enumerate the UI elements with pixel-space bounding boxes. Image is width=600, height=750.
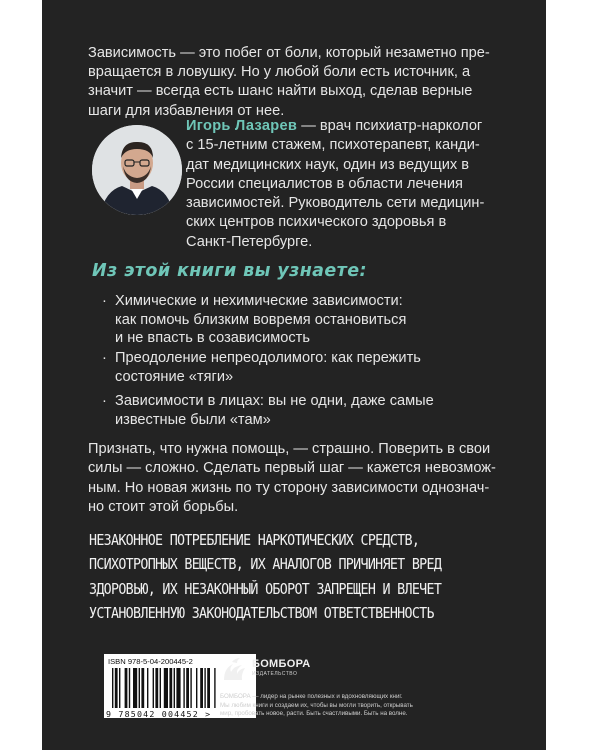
author-name: Игорь Лазарев (186, 118, 298, 134)
closing-line: но стоит этой борьбы. (88, 498, 239, 515)
author-bio-line: дат медицинских наук, один из ведущих в (186, 156, 470, 173)
author-bio-line: — врач психиатр-нарколог (297, 118, 483, 134)
intro-line: значит — всегда есть шанс найти выход, сделав верные (88, 83, 473, 100)
bombora-wave-icon (220, 654, 248, 684)
legal-warning (89, 528, 467, 626)
author-bio (186, 117, 516, 252)
closing-line: ным. Но новая жизнь по ту сторону зависимости однознач- (88, 479, 490, 496)
intro-paragraph (88, 44, 508, 121)
author-bio-line: с 15-летним стажем, психотерапевт, канди- (186, 137, 480, 154)
author-bio-line: Санкт-Петербурге. (186, 233, 313, 250)
book-back-cover (42, 0, 546, 750)
closing-paragraph (88, 440, 518, 517)
warning-line: ПСИХОТРОПНЫХ ВЕЩЕСТВ, ИХ АНАЛОГОВ ПРИЧИНЯЕТ ВРЕД (89, 555, 442, 574)
warning-line: ЗДОРОВЬЮ, ИХ НЕЗАКОННЫЙ ОБОРОТ ЗАПРЕЩЕН И ВЛЕЧЕТ (89, 579, 442, 598)
author-portrait (92, 125, 182, 215)
learn-item-line: · Зависимости в лицах: вы не одни, даже самые (115, 393, 434, 409)
isbn-text: ISBN 978-5-04-200445-2 (108, 657, 193, 666)
learn-item-line: · Химические и нехимические зависимости: (115, 293, 403, 309)
author-bio-line: России специалистов в области лечения (186, 175, 463, 192)
publisher-line: БОМБОРА — лидер на рынке полезных и вдохновляющих книг. (220, 693, 403, 700)
publisher-line: мир, пробовать новое, расти. Быть счастливыми. Быть на волне. (220, 710, 408, 717)
learn-item-line: состояние «тяги» (115, 368, 234, 385)
author-photo-icon (92, 125, 182, 215)
intro-line: шаги для избавления от нее. (88, 102, 285, 119)
author-bio-line: зависимостей. Руководитель сети медицин- (186, 195, 485, 212)
learn-item-line: и не впасть в созависимость (115, 330, 310, 347)
warning-line: УСТАНОВЛЕННУЮ ЗАКОНОДАТЕЛЬСТВОМ ОТВЕТСТВЕННОСТЬ (89, 604, 434, 623)
learn-item-line: известные были «там» (115, 411, 271, 428)
barcode-number: 9 785042 004452 > (106, 709, 212, 719)
learn-item-line: как помочь близким вовремя остановиться (115, 311, 407, 328)
learn-item (115, 392, 434, 429)
intro-line: Зависимость — это побег от боли, который незаметно пре- (88, 45, 490, 61)
author-bio-line: ских центров психического здоровья в (186, 214, 447, 231)
publisher-line: Мы любим книги и создаем их, чтобы вы могли творить, открывать (220, 701, 413, 709)
warning-line: НЕЗАКОННОЕ ПОТРЕБЛЕНИЕ НАРКОТИЧЕСКИХ СРЕДСТВ, (89, 531, 420, 549)
publisher-name: БОМБОРА (252, 658, 311, 670)
intro-line: вращается в ловушку. Но у любой боли есть источник, а (88, 64, 471, 81)
learn-item (115, 349, 421, 386)
closing-line: Признать, что нужна помощь, — страшно. Поверить в свои (88, 441, 491, 457)
learn-item (115, 292, 406, 348)
publisher-description (220, 693, 520, 719)
learn-heading: Из этой книги вы узнаете: (92, 261, 367, 281)
closing-line: силы — сложно. Сделать первый шаг — кажется невозмож- (88, 460, 496, 477)
learn-item-line: · Преодоление непреодолимого: как пережить (115, 350, 421, 366)
publisher-subtitle: ИЗДАТЕЛЬСТВО (252, 671, 298, 677)
